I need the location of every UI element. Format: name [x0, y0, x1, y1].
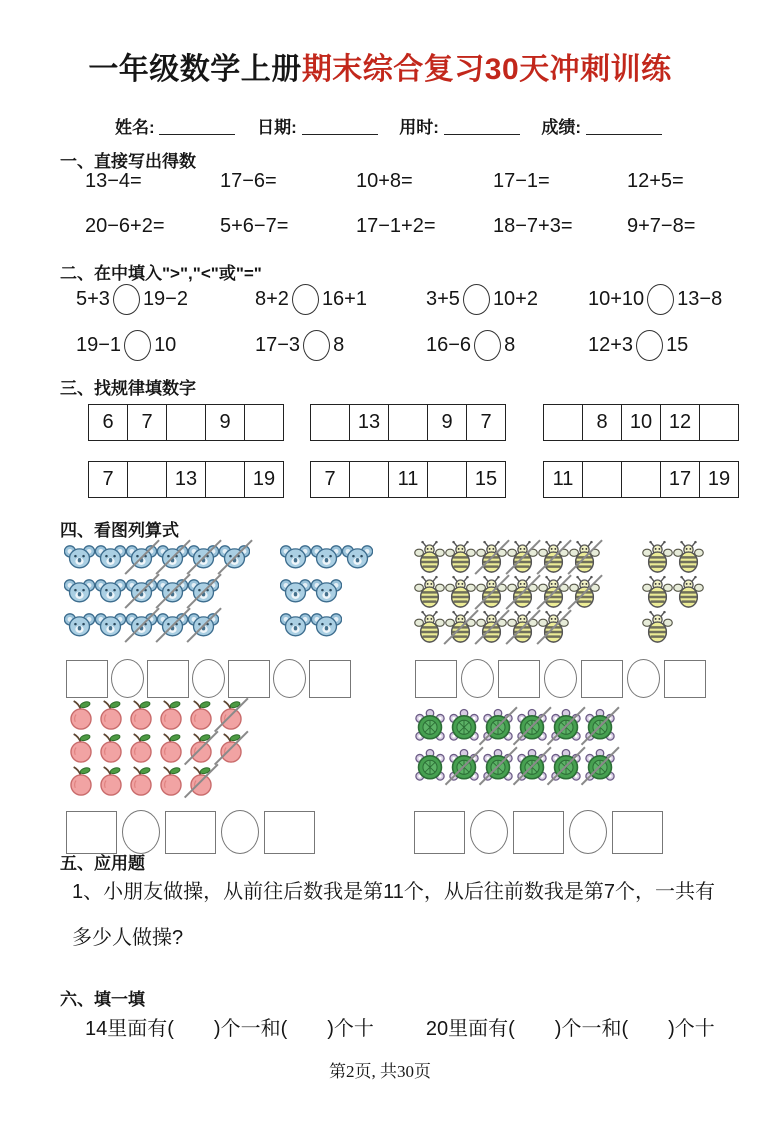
bee-icon: [414, 540, 445, 574]
answer-number-box: [66, 811, 117, 854]
compare-answer-circle: [303, 330, 330, 361]
koala-icon-crossed: [157, 543, 188, 570]
bee-icon-crossed: [476, 610, 507, 644]
koala-icon: [311, 577, 342, 604]
right-expression: 19−2: [142, 287, 188, 310]
koala-main-group: [64, 543, 250, 645]
turtle-icon: [413, 748, 447, 784]
turtle-icon-crossed: [549, 748, 583, 784]
bee-row: [414, 575, 600, 609]
answer-operator-circle: [569, 810, 607, 854]
comparison-item: [255, 284, 426, 315]
koala-icon: [64, 577, 95, 604]
koala-icon-crossed: [126, 543, 157, 570]
compare-answer-circle: [474, 330, 501, 361]
apple-icon: [66, 765, 96, 796]
section2-heading: 二、在中填入">","<"或"=": [60, 264, 262, 283]
section1-heading: 一、直接写出得数: [60, 152, 196, 171]
apple-icon: [66, 732, 96, 763]
koala-icon: [280, 543, 311, 570]
koala-icon: [95, 611, 126, 638]
answer-operator-circle: [273, 659, 306, 698]
time-field: 用时:: [399, 118, 519, 137]
answer-equation-boxes: [414, 810, 663, 854]
koala-icon: [311, 611, 342, 638]
worksheet-title: [0, 44, 760, 88]
bee-row: [414, 610, 600, 644]
fill-item-20: 20里面有( )个一和( )个十: [425, 1018, 715, 1040]
koala-icon-crossed: [188, 611, 219, 638]
apple-icon: [126, 732, 156, 763]
section6-heading: 六、填一填: [60, 990, 145, 1009]
bee-row: [414, 540, 600, 574]
pattern-cell-empty: [206, 461, 245, 498]
left-expression: 19−1: [76, 333, 122, 356]
apple-icon: [126, 765, 156, 796]
pattern-cell: 8: [583, 404, 622, 441]
left-expression: 17−3: [255, 333, 301, 356]
bee-picture-problem: [414, 540, 704, 645]
pattern-cell: 15: [467, 461, 506, 498]
comparison-item: [588, 284, 731, 315]
koala-side-group: [280, 543, 373, 645]
pattern-cell: 7: [128, 404, 167, 441]
pattern-cell: 11: [543, 461, 583, 498]
section4-heading: 四、看图列算式: [60, 521, 179, 540]
comparison-item: [426, 284, 588, 315]
right-expression: 10: [154, 333, 177, 356]
score-field: 成绩:: [541, 118, 661, 137]
comparison-row-2: [76, 330, 731, 361]
section5-heading: 五、应用题: [60, 854, 145, 873]
koala-icon: [64, 611, 95, 638]
left-expression: 3+5: [426, 287, 460, 310]
compare-answer-circle: [647, 284, 674, 315]
turtle-icon-crossed: [481, 748, 515, 784]
bee-icon-crossed: [507, 610, 538, 644]
apple-icon: [186, 699, 216, 730]
koala-icon: [311, 543, 342, 570]
turtle-icon: [413, 708, 447, 744]
turtle-icon-crossed: [447, 748, 481, 784]
comparison-item: [76, 330, 255, 361]
koala-icon: [64, 543, 95, 570]
bee-icon-crossed: [476, 540, 507, 574]
answer-operator-circle: [111, 659, 144, 698]
answer-number-box: [612, 811, 663, 854]
name-blank: [159, 119, 235, 135]
apple-icon: [96, 699, 126, 730]
pattern-cell-empty: [389, 404, 428, 441]
answer-equation-boxes: [415, 659, 706, 698]
bee-main-group: [414, 540, 600, 645]
koala-icon: [95, 577, 126, 604]
koala-icon: [280, 577, 311, 604]
pattern-cell: 9: [428, 404, 467, 441]
turtle-row: [413, 748, 617, 784]
pattern-cell-empty: [583, 461, 622, 498]
turtle-icon: [447, 708, 481, 744]
koala-picture-problem: [64, 543, 373, 645]
answer-number-box: [66, 660, 108, 698]
bee-icon: [642, 540, 673, 574]
koala-row: [64, 577, 250, 604]
answer-number-box: [228, 660, 270, 698]
apple-icon: [156, 699, 186, 730]
left-expression: 5+3: [76, 287, 110, 310]
bee-icon-crossed: [569, 540, 600, 574]
date-field: 日期:: [257, 118, 377, 137]
answer-number-box: [264, 811, 315, 854]
answer-number-box: [147, 660, 189, 698]
date-blank: [302, 119, 378, 135]
pattern-cell: 6: [88, 404, 128, 441]
turtle-icon-crossed: [583, 708, 617, 744]
apple-icon-crossed: [186, 765, 216, 796]
pattern-cell-empty: [428, 461, 467, 498]
equations-row-2: [85, 215, 730, 238]
left-expression: 8+2: [255, 287, 289, 310]
bee-icon-crossed: [445, 610, 476, 644]
bee-row: [642, 575, 704, 609]
answer-operator-circle: [192, 659, 225, 698]
koala-icon-crossed: [188, 543, 219, 570]
apple-icon: [96, 732, 126, 763]
apple-row: [66, 699, 246, 730]
comparison-item: [588, 330, 731, 361]
turtle-icon-crossed: [549, 708, 583, 744]
pattern-cell-empty: [167, 404, 206, 441]
koala-icon-crossed: [157, 611, 188, 638]
answer-equation-boxes: [66, 659, 351, 698]
apple-icon-crossed: [186, 732, 216, 763]
pattern-table: [543, 461, 739, 498]
equation: 5+6−7=: [220, 215, 289, 237]
compare-answer-circle: [636, 330, 663, 361]
fill-in-line: [85, 1012, 715, 1041]
bee-icon: [642, 575, 673, 609]
equation: 20−6+2=: [85, 215, 165, 237]
section3-heading: 三、找规律填数字: [60, 379, 196, 398]
apple-row: [66, 765, 246, 796]
koala-icon-crossed: [188, 577, 219, 604]
bee-row: [642, 540, 704, 574]
bee-icon: [445, 540, 476, 574]
bee-side-group: [642, 540, 704, 645]
time-blank: [444, 119, 520, 135]
equation: 17−1=: [493, 170, 550, 192]
bee-row: [642, 610, 704, 644]
koala-icon-crossed: [126, 577, 157, 604]
koala-icon-crossed: [126, 611, 157, 638]
apple-main-group: [66, 699, 246, 798]
title-black-part: 一年级数学上册: [88, 53, 302, 86]
apple-icon-crossed: [216, 699, 246, 730]
bee-icon-crossed: [569, 575, 600, 609]
pattern-cell-empty: [245, 404, 284, 441]
pattern-cell-empty: [622, 461, 661, 498]
pattern-cell: 19: [700, 461, 739, 498]
pattern-cell: 13: [350, 404, 389, 441]
koala-icon-crossed: [219, 543, 250, 570]
apple-icon: [156, 765, 186, 796]
pattern-cell-empty: [128, 461, 167, 498]
bee-icon-crossed: [538, 610, 569, 644]
koala-row: [280, 611, 373, 638]
pattern-cell-empty: [350, 461, 389, 498]
compare-answer-circle: [113, 284, 140, 315]
koala-icon: [280, 611, 311, 638]
equation: 17−6=: [220, 170, 277, 192]
bee-icon: [414, 610, 445, 644]
equation: 18−7+3=: [493, 215, 573, 237]
koala-row: [280, 577, 373, 604]
pattern-cell: 19: [245, 461, 284, 498]
pattern-cell-empty: [700, 404, 739, 441]
right-expression: 10+2: [492, 287, 538, 310]
right-expression: 16+1: [321, 287, 367, 310]
comparison-row-1: [76, 284, 731, 315]
right-expression: 13−8: [677, 287, 723, 310]
apple-icon: [156, 732, 186, 763]
score-blank: [586, 119, 662, 135]
pattern-cell: 7: [467, 404, 506, 441]
bee-icon: [445, 575, 476, 609]
answer-operator-circle: [544, 659, 577, 698]
bee-icon: [673, 575, 704, 609]
comparison-item: [426, 330, 588, 361]
comparison-item: [255, 330, 426, 361]
turtle-main-group: [413, 708, 617, 788]
bee-icon-crossed: [476, 575, 507, 609]
equations-row-1: [85, 170, 730, 193]
apple-picture-problem: [66, 699, 246, 798]
pattern-table: [310, 404, 506, 441]
word-problem-text: 1、小朋友做操，从前往后数我是第11个，从后往前数我是第7个，一共有多少人做操?: [72, 881, 716, 949]
bee-icon: [673, 540, 704, 574]
compare-answer-circle: [463, 284, 490, 315]
left-expression: 16−6: [426, 333, 472, 356]
pattern-cell: 11: [389, 461, 428, 498]
compare-answer-circle: [124, 330, 151, 361]
answer-number-box: [498, 660, 540, 698]
answer-number-box: [513, 811, 564, 854]
bee-icon-crossed: [538, 540, 569, 574]
turtle-icon-crossed: [481, 708, 515, 744]
pattern-cell: 17: [661, 461, 700, 498]
pattern-cell: 10: [622, 404, 661, 441]
apple-icon: [66, 699, 96, 730]
pattern-table: [88, 461, 284, 498]
apple-icon-crossed: [216, 732, 246, 763]
compare-answer-circle: [292, 284, 319, 315]
fill-item-14: 14里面有( )个一和( )个十: [85, 1018, 374, 1040]
name-field: 姓名:: [115, 118, 235, 137]
turtle-icon-crossed: [515, 748, 549, 784]
apple-icon: [126, 699, 156, 730]
answer-operator-circle: [470, 810, 508, 854]
answer-number-box: [165, 811, 216, 854]
pattern-table: [543, 404, 739, 441]
answer-number-box: [415, 660, 457, 698]
bee-icon: [642, 610, 673, 644]
koala-row: [64, 543, 250, 570]
left-expression: 12+3: [588, 333, 634, 356]
pattern-table: [310, 461, 506, 498]
pattern-cell: 13: [167, 461, 206, 498]
bee-icon-crossed: [507, 540, 538, 574]
equation: 17−1+2=: [356, 215, 436, 237]
pattern-cell: 7: [88, 461, 128, 498]
left-expression: 10+10: [588, 287, 645, 310]
apple-row: [66, 732, 246, 763]
pattern-cell-empty: [543, 404, 583, 441]
answer-operator-circle: [461, 659, 494, 698]
koala-icon-crossed: [157, 577, 188, 604]
equation: 12+5=: [627, 170, 684, 192]
turtle-icon-crossed: [583, 748, 617, 784]
answer-operator-circle: [627, 659, 660, 698]
pattern-cell-empty: [310, 404, 350, 441]
equation: 13−4=: [85, 170, 142, 192]
answer-number-box: [309, 660, 351, 698]
title-red-part: 期末综合复习30天冲刺训练: [301, 53, 672, 86]
answer-number-box: [414, 811, 465, 854]
right-expression: 15: [666, 333, 689, 356]
page-number: 第2页, 共30页: [329, 1062, 431, 1081]
answer-number-box: [581, 660, 623, 698]
answer-operator-circle: [122, 810, 160, 854]
pattern-cell: 12: [661, 404, 700, 441]
equation: 9+7−8=: [627, 215, 696, 237]
turtle-icon-crossed: [515, 708, 549, 744]
koala-row: [64, 611, 250, 638]
right-expression: 8: [504, 333, 516, 356]
student-info-row: [115, 113, 679, 138]
pattern-cell: 9: [206, 404, 245, 441]
comparison-item: [76, 284, 255, 315]
answer-equation-boxes: [66, 810, 315, 854]
pattern-table: [88, 404, 284, 441]
answer-number-box: [664, 660, 706, 698]
koala-row: [280, 543, 373, 570]
turtle-picture-problem: [413, 708, 617, 788]
answer-operator-circle: [221, 810, 259, 854]
bee-icon-crossed: [507, 575, 538, 609]
turtle-row: [413, 708, 617, 744]
apple-icon: [96, 765, 126, 796]
right-expression: 8: [333, 333, 345, 356]
koala-icon: [342, 543, 373, 570]
bee-icon: [414, 575, 445, 609]
koala-icon: [95, 543, 126, 570]
bee-icon-crossed: [538, 575, 569, 609]
pattern-cell: 7: [310, 461, 350, 498]
equation: 10+8=: [356, 170, 413, 192]
